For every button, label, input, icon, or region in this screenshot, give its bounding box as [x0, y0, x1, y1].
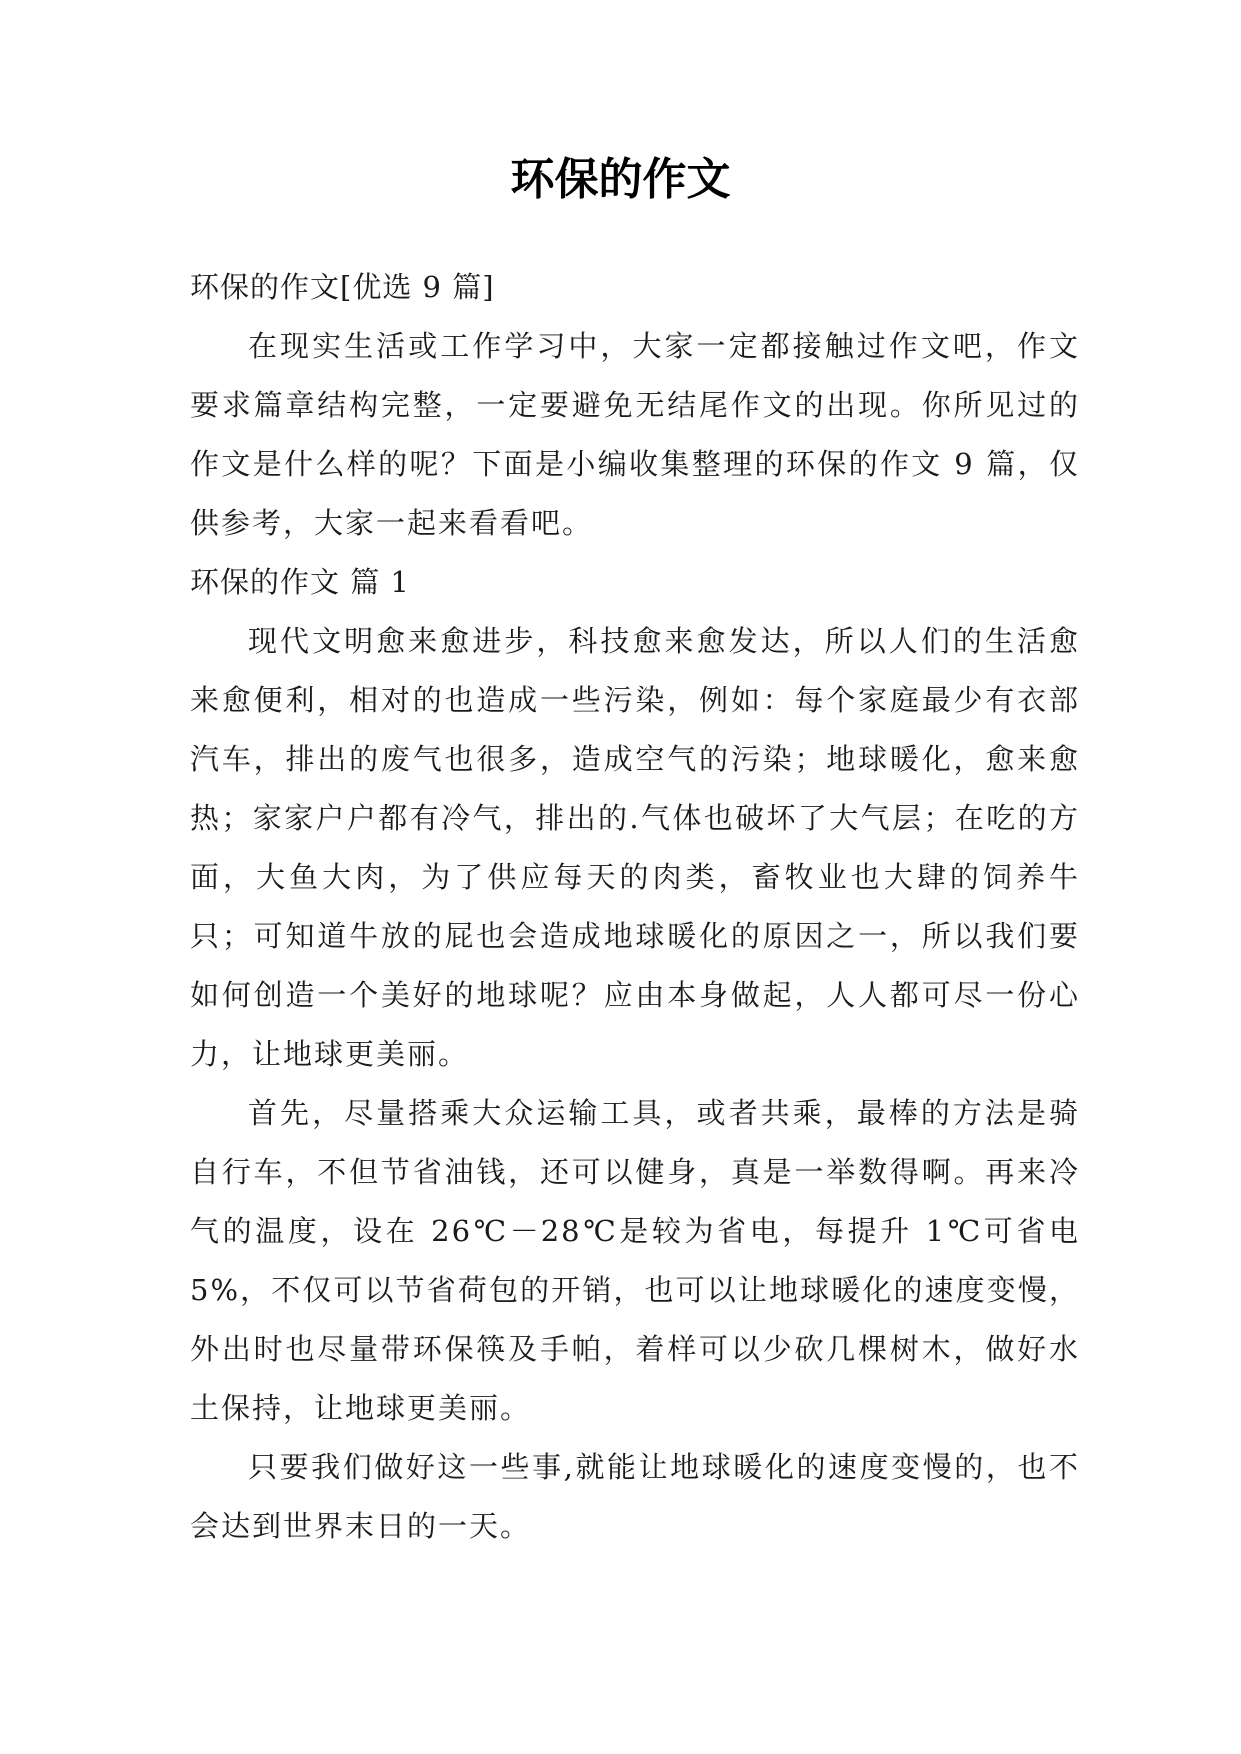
document-title: 环保的作文 — [510, 154, 731, 205]
body-paragraph: 首先，尽量搭乘大众运输工具，或者共乘，最棒的方法是骑自行车，不但节省油钱，还可以健身，真是一举数得啊。再来冷气的温度，设在 26℃－28℃是较为省电，每提升 1℃可省电 5%，不仅可以节省荷包的开销，也可以让地球暖化的速度变慢，外出时也尽量带环保筷及手帕，着样可以少砍几棵树木，做好水土保持，让地球更美丽。 — [190, 1096, 1080, 1425]
document-body — [190, 258, 1080, 1556]
body-paragraph: 只要我们做好这一些事,就能让地球暖化的速度变慢的，也不会达到世界末日的一天。 — [190, 1450, 1080, 1543]
body-paragraph: 现代文明愈来愈进步，科技愈来愈发达，所以人们的生活愈来愈便利，相对的也造成一些污染，例如：每个家庭最少有衣部汽车，排出的废气也很多，造成空气的污染；地球暖化，愈来愈热；家家户户都有冷气，排出的.气体也破坏了大气层；在吃的方面，大鱼大肉，为了供应每天的肉类，畜牧业也大肆的饲养牛只；可知道牛放的屁也会造成地球暖化的原因之一，所以我们要如何创造一个美好的地球呢？应由本身做起，人人都可尽一份心力，让地球更美丽。 — [190, 624, 1080, 1071]
section-heading: 环保的作文 篇 1 — [190, 565, 410, 599]
intro-paragraph: 在现实生活或工作学习中，大家一定都接触过作文吧，作文要求篇章结构完整，一定要避免无结尾作文的出现。你所见过的作文是什么样的呢？下面是小编收集整理的环保的作文 9 篇，仅供参考，大家一起来看看吧。 — [190, 329, 1080, 540]
document-subtitle: 环保的作文[优选 9 篇] — [190, 270, 495, 304]
